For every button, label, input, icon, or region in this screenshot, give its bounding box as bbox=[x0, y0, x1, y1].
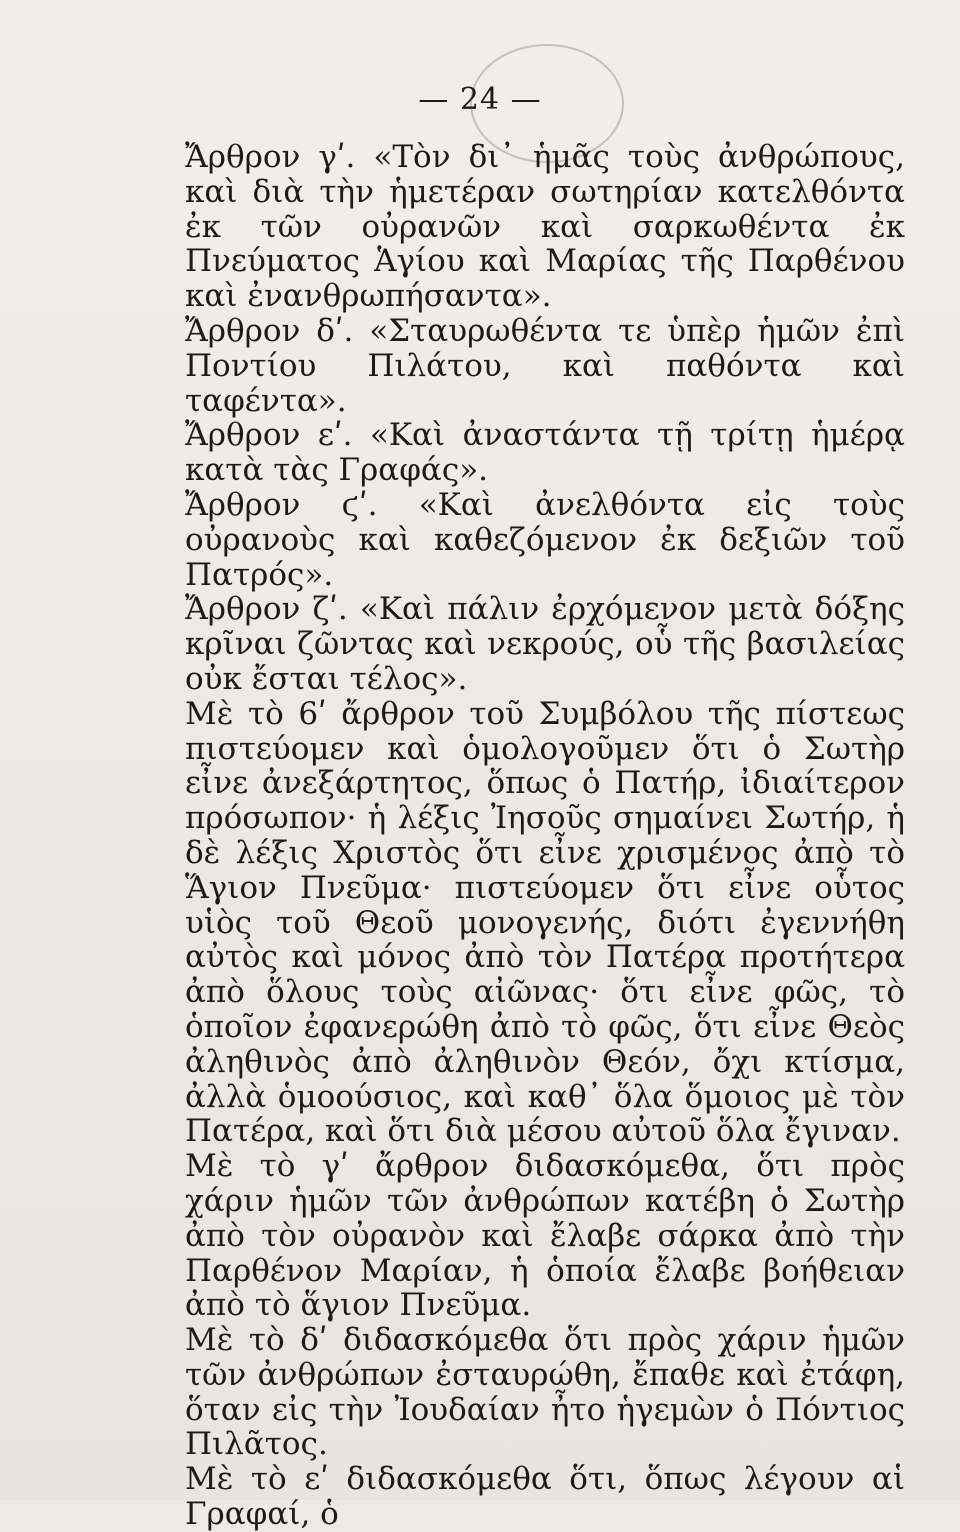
paragraph-commentary-3: Μὲ τὸ γʹ ἄρθρον διδασκόμεθα, ὅτι πρὸς χάριν ἡμῶν τῶν ἀνθρώπων κατέβη ὁ Σωτὴρ ἀπὸ τὸν οὐρανὸν καὶ ἔλαβε σάρκα ἀπὸ τὴν Παρθένον Μαρίαν, ἡ ὁποία ἔλαβε βοήθειαν ἀπὸ τὸ ἅγιον Πνεῦμα. bbox=[185, 1148, 905, 1324]
paragraph-commentary-4: Μὲ τὸ δʹ διδασκόμεθα ὅτι πρὸς χάριν ἡμῶν τῶν ἀνθρώπων ἐσταυρώθη, ἔπαθε καὶ ἐτάφη, ὅταν εἰς τὴν Ἰουδαίαν ἦτο ἡγεμὼν ὁ Πόντιος Πιλᾶτος. bbox=[185, 1322, 905, 1463]
paragraph-article-7: Ἄρθρον ζʹ. «Καὶ πάλιν ἐρχόμενον μετὰ δόξης κρῖναι ζῶντας καὶ νεκρούς, οὗ τῆς βασιλείας οὐκ ἔσται τέλος». bbox=[185, 591, 905, 697]
paragraph-commentary-6: Μὲ τὸ 6ʹ ἄρθρον τοῦ Συμβόλου τῆς πίστεως πιστεύομεν καὶ ὁμολογοῦμεν ὅτι ὁ Σωτὴρ εἶνε ἀνεξάρτητος, ὅπως ὁ Πατήρ, ἰδιαίτερον πρόσωπον· ἡ λέξις Ἰησοῦς σημαίνει Σωτήρ, ἡ δὲ λέξις Χριστὸς ὅτι εἶνε χρισμένος ἀπὸ τὸ Ἅγιον Πνεῦμα· πιστεύομεν ὅτι εἶνε οὗτος υἱὸς τοῦ Θεοῦ μονογενής, διότι ἐγεννήθη αὐτὸς καὶ μόνος ἀπὸ τὸν Πατέρα προτήτερα ἀπὸ ὅλους τοὺς αἰῶνας· ὅτι εἶνε φῶς, τὸ ὁποῖον ἐφανερώθη ἀπὸ τὸ φῶς, ὅτι εἶνε Θεὸς ἀληθινὸς ἀπὸ ἀληθινὸν Θεόν, ὄχι κτίσμα, ἀλλὰ ὁμοούσιος, καὶ καθ᾽ ὅλα ὅμοιος μὲ τὸν Πατέρα, καὶ ὅτι διὰ μέσου αὐτοῦ ὅλα ἔγιναν. bbox=[185, 695, 905, 1150]
page-number-header bbox=[0, 82, 960, 117]
paragraph-article-4: Ἄρθρον δʹ. «Σταυρωθέντα τε ὑπὲρ ἡμῶν ἐπὶ Ποντίου Πιλάτου, καὶ παθόντα καὶ ταφέντα». bbox=[185, 312, 905, 419]
page-number: — 24 — bbox=[418, 82, 542, 117]
paragraph-article-3: Ἄρθρον γʹ. «Τὸν δι᾽ ἡμᾶς τοὺς ἀνθρώπους, καὶ διὰ τὴν ἡμετέραν σωτηρίαν κατελθόντα ἐκ τῶν οὐρανῶν καὶ σαρκωθέντα ἐκ Πνεύματος Ἁγίου καὶ Μαρίας τῆς Παρθένου καὶ ἐνανθρωπήσαντα». bbox=[185, 139, 905, 315]
paragraph-article-6: Ἄρθρον ϛʹ. «Καὶ ἀνελθόντα εἰς τοὺς οὐρανοὺς καὶ καθεζόμενον ἐκ δεξιῶν τοῦ Πατρός». bbox=[185, 486, 905, 593]
paragraph-article-5: Ἄρθρον εʹ. «Καὶ ἀναστάντα τῇ τρίτῃ ἡμέρᾳ κατὰ τὰς Γραφάς». bbox=[185, 417, 905, 489]
paragraph-commentary-5: Μὲ τὸ εʹ διδασκόμεθα ὅτι, ὅπως λέγουν αἱ Γραφαί, ὁ bbox=[185, 1461, 905, 1532]
main-text bbox=[185, 140, 905, 1532]
